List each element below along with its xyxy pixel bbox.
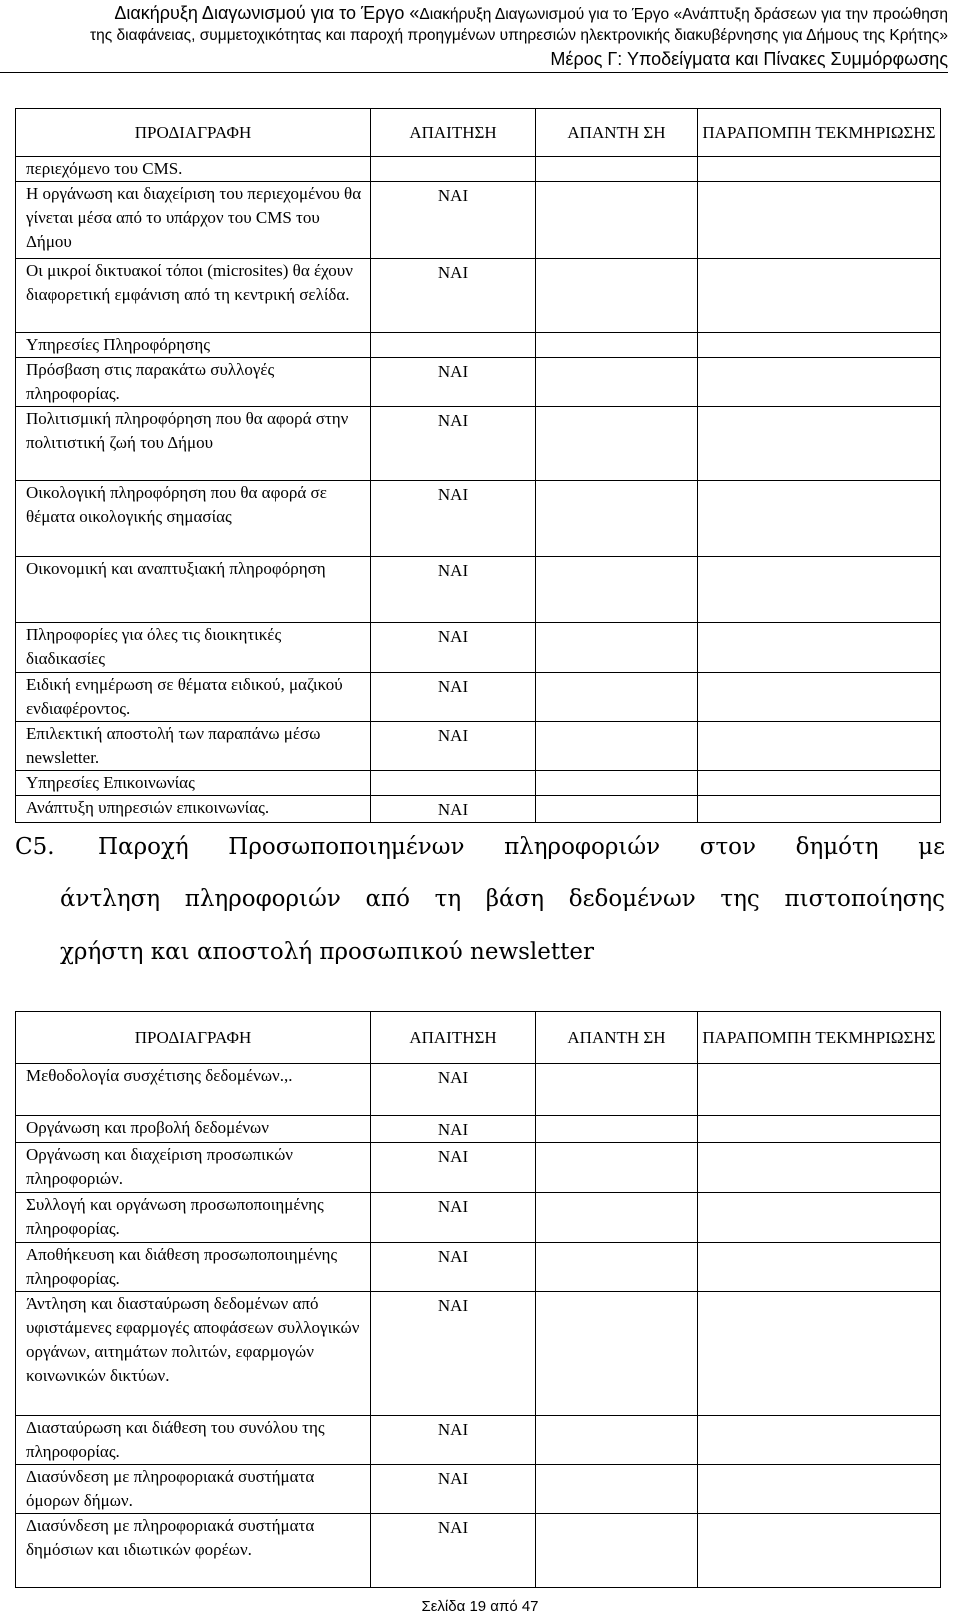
answer-cell [536, 157, 698, 182]
table-header-row [16, 1012, 941, 1064]
spec-cell: Μεθοδολογία συσχέτισης δεδομένων.,. [16, 1064, 371, 1116]
spec-cell: Πολιτισμική πληροφόρηση που θα αφορά στην πολιτιστική ζωή του Δήμου [16, 407, 371, 481]
column-header-reference: ΠΑΡΑΠΟΜΠΗ ΤΕΚΜΗΡΙΩΣΗΣ [698, 109, 941, 157]
header-line-1-prefix: Διακήρυξη Διαγωνισμού για το Έργο « [114, 3, 420, 23]
requirement-cell: ΝΑΙ [371, 1143, 536, 1193]
requirement-cell: ΝΑΙ [371, 623, 536, 673]
table-row [16, 623, 941, 673]
reference-cell [698, 1143, 941, 1193]
spec-cell: Αποθήκευση και διάθεση προσωποποιημένης πληροφορίας. [16, 1243, 371, 1292]
requirement-cell: ΝΑΙ [371, 259, 536, 333]
spec-cell: Επιλεκτική αποστολή των παραπάνω μέσω newsletter. [16, 722, 371, 771]
table-row [16, 157, 941, 182]
table-row [16, 1416, 941, 1465]
table-row [16, 407, 941, 481]
answer-cell [536, 673, 698, 722]
requirement-cell: ΝΑΙ [371, 1116, 536, 1143]
reference-cell [698, 557, 941, 623]
table-row [16, 771, 941, 796]
answer-cell [536, 1292, 698, 1416]
table-row [16, 1243, 941, 1292]
column-header-answer: ΑΠΑΝΤΗ ΣΗ [536, 109, 698, 157]
table-row [16, 182, 941, 259]
spec-cell: Διασταύρωση και διάθεση του συνόλου της πληροφορίας. [16, 1416, 371, 1465]
reference-cell [698, 1116, 941, 1143]
requirement-cell: ΝΑΙ [371, 1514, 536, 1588]
table-row [16, 1064, 941, 1116]
reference-cell [698, 1292, 941, 1416]
table-row [16, 1514, 941, 1588]
requirement-cell: ΝΑΙ [371, 673, 536, 722]
answer-cell [536, 1243, 698, 1292]
spec-cell: Διασύνδεση με πληροφοριακά συστήματα όμορων δήμων. [16, 1465, 371, 1514]
reference-cell [698, 771, 941, 796]
spec-cell: Ειδική ενημέρωση σε θέματα ειδικού, μαζικού ενδιαφέροντος. [16, 673, 371, 722]
header-line-3: Μέρος Γ: Υποδείγματα και Πίνακες Συμμόρφωσης [550, 49, 948, 69]
requirement-cell: ΝΑΙ [371, 182, 536, 259]
reference-cell [698, 1416, 941, 1465]
reference-cell [698, 722, 941, 771]
spec-cell: Πληροφορίες για όλες τις διοικητικές διαδικασίες [16, 623, 371, 673]
spec-cell: Υπηρεσίες Πληροφόρησης [16, 333, 371, 358]
answer-cell [536, 1193, 698, 1243]
table-row [16, 557, 941, 623]
answer-cell [536, 407, 698, 481]
requirement-cell: ΝΑΙ [371, 1416, 536, 1465]
table-row [16, 722, 941, 771]
requirement-cell: ΝΑΙ [371, 1193, 536, 1243]
reference-cell [698, 796, 941, 823]
table-row [16, 358, 941, 407]
requirement-cell: ΝΑΙ [371, 481, 536, 557]
column-header-requirement: ΑΠΑΙΤΗΣΗ [371, 1012, 536, 1064]
spec-cell: Ανάπτυξη υπηρεσιών επικοινωνίας. [16, 796, 371, 823]
reference-cell [698, 1465, 941, 1514]
column-header-spec: ΠΡΟΔΙΑΓΡΑΦΗ [16, 1012, 371, 1064]
header-line-1 [114, 2, 948, 26]
column-header-answer: ΑΠΑΝΤΗ ΣΗ [536, 1012, 698, 1064]
compliance-table-2 [15, 1011, 941, 1588]
answer-cell [536, 1465, 698, 1514]
table-row [16, 796, 941, 823]
spec-cell: Πρόσβαση στις παρακάτω συλλογές πληροφορίας. [16, 358, 371, 407]
answer-cell [536, 557, 698, 623]
requirement-cell: ΝΑΙ [371, 407, 536, 481]
spec-cell: Άντληση και διασταύρωση δεδομένων από υφιστάμενες εφαρμογές αποφάσεων συλλογικών οργάνων, αιτημάτων πολιτών, εφαρμογών κοινωνικών δικτύων. [16, 1292, 371, 1416]
table-header-row [16, 109, 941, 157]
answer-cell [536, 1416, 698, 1465]
answer-cell [536, 358, 698, 407]
spec-cell: Οι μικροί δικτυακοί τόποι (microsites) θα έχουν διαφορετική εμφάνιση από τη κεντρική σελίδα. [16, 259, 371, 333]
header-line-2: της διαφάνειας, συμμετοχικότητας και παροχή προηγμένων υπηρεσιών ηλεκτρονικής διακυβέρνησης για Δήμους της Κρήτης» [90, 27, 948, 44]
answer-cell [536, 1514, 698, 1588]
table-row [16, 481, 941, 557]
answer-cell [536, 722, 698, 771]
table-row [16, 1193, 941, 1243]
table-row [16, 1465, 941, 1514]
header-line-1-text: Διακήρυξη Διαγωνισμού για το Έργο «Ανάπτυξη δράσεων για την προώθηση [419, 6, 948, 23]
spec-cell: Η οργάνωση και διαχείριση του περιεχομένου θα γίνεται μέσα από το υπάρχον του CMS του Δήμου [16, 182, 371, 259]
table-row [16, 1292, 941, 1416]
requirement-cell [371, 771, 536, 796]
reference-cell [698, 481, 941, 557]
reference-cell [698, 1243, 941, 1292]
reference-cell [698, 259, 941, 333]
table-row [16, 333, 941, 358]
reference-cell [698, 182, 941, 259]
section-title-line-1: Παροχή Προσωποποιημένων πληροφοριών στον δημότη με [98, 834, 945, 860]
answer-cell [536, 796, 698, 823]
spec-cell: Οργάνωση και προβολή δεδομένων [16, 1116, 371, 1143]
answer-cell [536, 1064, 698, 1116]
spec-cell: περιεχόμενο του CMS. [16, 157, 371, 182]
answer-cell [536, 259, 698, 333]
requirement-cell: ΝΑΙ [371, 1292, 536, 1416]
requirement-cell: ΝΑΙ [371, 1064, 536, 1116]
page-number: Σελίδα 19 από 47 [421, 1598, 539, 1615]
answer-cell [536, 333, 698, 358]
requirement-cell: ΝΑΙ [371, 557, 536, 623]
answer-cell [536, 481, 698, 557]
column-header-spec: ΠΡΟΔΙΑΓΡΑΦΗ [16, 109, 371, 157]
table-row [16, 673, 941, 722]
section-title-line-3: χρήστη και αποστολή προσωπικού newsletter [60, 939, 594, 965]
column-header-requirement: ΑΠΑΙΤΗΣΗ [371, 109, 536, 157]
reference-cell [698, 157, 941, 182]
requirement-cell: ΝΑΙ [371, 722, 536, 771]
spec-cell: Συλλογή και οργάνωση προσωποποιημένης πληροφορίας. [16, 1193, 371, 1243]
spec-cell: Οικονομική και αναπτυξιακή πληροφόρηση [16, 557, 371, 623]
answer-cell [536, 182, 698, 259]
answer-cell [536, 1143, 698, 1193]
section-number: C5. [15, 834, 55, 860]
table-row [16, 1143, 941, 1193]
requirement-cell: ΝΑΙ [371, 1465, 536, 1514]
spec-cell: Υπηρεσίες Επικοινωνίας [16, 771, 371, 796]
answer-cell [536, 1116, 698, 1143]
column-header-reference: ΠΑΡΑΠΟΜΠΗ ΤΕΚΜΗΡΙΩΣΗΣ [698, 1012, 941, 1064]
reference-cell [698, 623, 941, 673]
reference-cell [698, 673, 941, 722]
reference-cell [698, 333, 941, 358]
answer-cell [536, 771, 698, 796]
reference-cell [698, 1064, 941, 1116]
reference-cell [698, 358, 941, 407]
table-row [16, 1116, 941, 1143]
requirement-cell [371, 333, 536, 358]
reference-cell [698, 407, 941, 481]
spec-cell: Οργάνωση και διαχείριση προσωπικών πληροφοριών. [16, 1143, 371, 1193]
requirement-cell: ΝΑΙ [371, 796, 536, 823]
page-header [0, 0, 948, 73]
requirement-cell: ΝΑΙ [371, 358, 536, 407]
section-title-line-2: άντληση πληροφοριών από τη βάση δεδομένων της πιστοποίησης [60, 886, 945, 912]
requirement-cell [371, 157, 536, 182]
spec-cell: Διασύνδεση με πληροφοριακά συστήματα δημόσιων και ιδιωτικών φορέων. [16, 1514, 371, 1588]
requirement-cell: ΝΑΙ [371, 1243, 536, 1292]
reference-cell [698, 1514, 941, 1588]
answer-cell [536, 623, 698, 673]
table-row [16, 259, 941, 333]
reference-cell [698, 1193, 941, 1243]
compliance-table-1 [15, 108, 941, 823]
spec-cell: Οικολογική πληροφόρηση που θα αφορά σε θέματα οικολογικής σημασίας [16, 481, 371, 557]
